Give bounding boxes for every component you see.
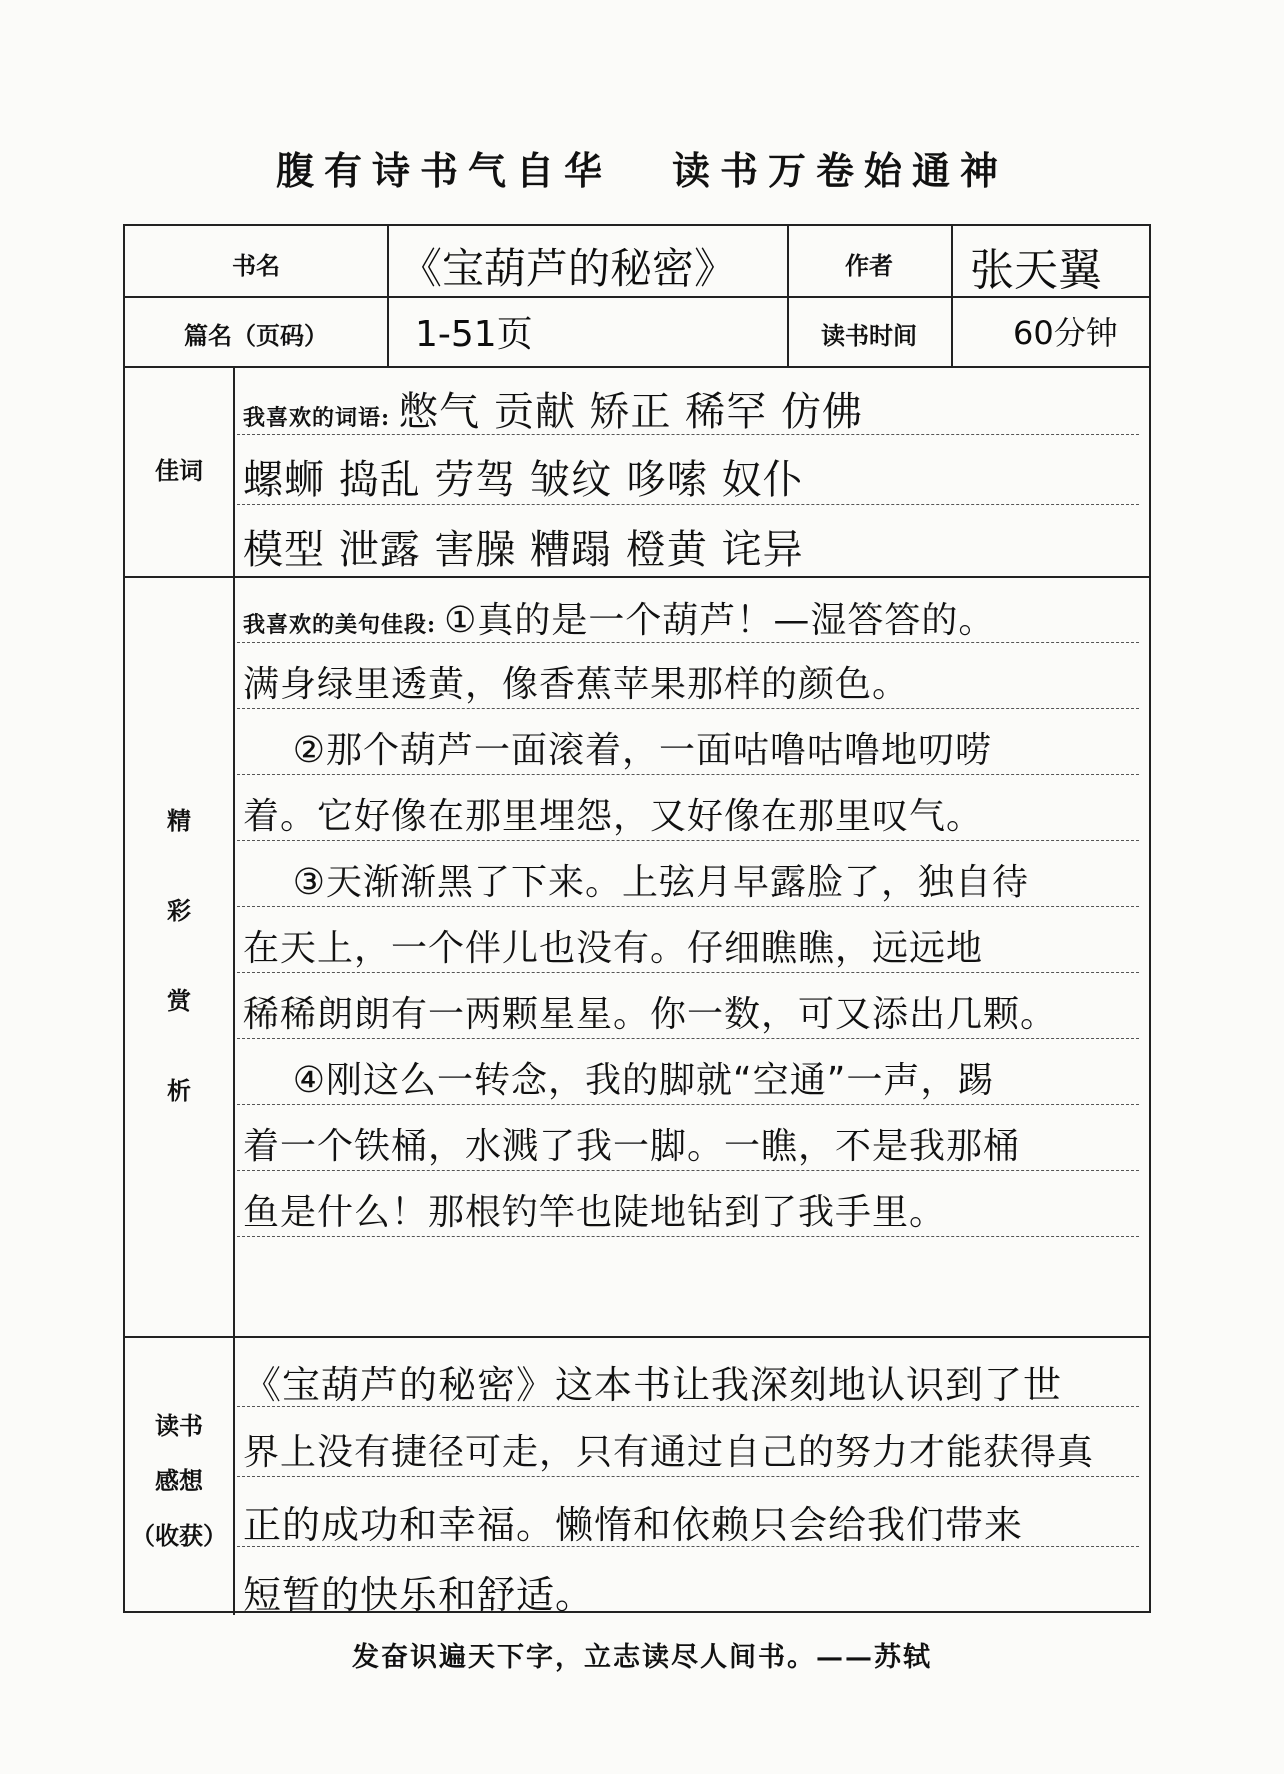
words-section-label: 佳词 [155,456,203,485]
sentence-line: 鱼是什么！那根钓竿也陡地钻到了我手里。 [243,1192,947,1233]
sentences-section [237,576,1149,1336]
thoughts-section-label: 读书 感想 （收获） [131,1411,227,1550]
reading-record-table [123,224,1151,1617]
author-value: 张天翼 [970,245,1102,296]
page-title [0,140,1284,195]
footer-quote: 发奋识遍天下字，立志读尽人间书。——苏轼 [352,1642,932,1673]
thought-line: 短暂的快乐和舒适。 [243,1573,595,1617]
author-label: 作者 [845,251,893,280]
sentence-line: ②那个葫芦一面滚着，一面咕噜咕噜地叨唠 [243,730,993,771]
thoughts-section [237,1336,1149,1615]
thought-line: 正的成功和幸福。懒惰和依赖只会给我们带来 [243,1503,1024,1547]
words-line: 我喜欢的词语: 憋气 贡献 矫正 稀罕 仿佛 [243,389,863,435]
sentence-line: 稀稀朗朗有一两颗星星。你一数，可又添出几颗。 [243,994,1058,1035]
sentence-line: 在天上，一个伴儿也没有。仔细瞧瞧，远远地 [243,928,984,969]
reading-time-label: 读书时间 [821,321,917,350]
thought-line: 《宝葫芦的秘密》这本书让我深刻地认识到了世 [243,1363,1063,1407]
chapter-label: 篇名（页码） [184,321,328,350]
chapter-value: 1-51页 [415,314,533,355]
sentence-line: ③天渐渐黑了下来。上弦月早露脸了，独自待 [243,862,1030,903]
words-line: 模型 泄露 害臊 糟蹋 橙黄 诧异 [243,527,804,573]
words-prefix: 我喜欢的词语: [243,405,391,431]
sentences-section-label: 精 彩 赏 析 [167,806,191,1105]
words-line: 螺蛳 捣乱 劳驾 皱纹 哆嗦 奴仆 [243,457,804,503]
book-name-value: 《宝葫芦的秘密》 [400,244,737,293]
title-part-2: 读书万卷始通神 [672,148,1009,193]
title-part-1: 腹有诗书气自华 [275,148,612,193]
sentence-line: 满身绿里透黄，像香蕉苹果那样的颜色。 [243,664,910,705]
sentence-line: 我喜欢的美句佳段: ①真的是一个葫芦！—湿答答的。 [243,600,996,641]
reading-time-value: 60分钟 [1013,314,1118,352]
sentence-line: 着。它好像在那里埋怨，又好像在那里叹气。 [243,796,984,837]
sentences-prefix: 我喜欢的美句佳段: [243,612,437,638]
sentence-line: 着一个铁桶，水溅了我一脚。一瞧，不是我那桶 [243,1126,1021,1167]
words-section [237,366,1149,576]
sentence-line: ④刚这么一转念，我的脚就“空通”一声，踢 [243,1060,995,1101]
thought-line: 界上没有捷径可走，只有通过自己的努力才能获得真 [243,1432,1095,1473]
book-name-label: 书名 [232,251,280,280]
